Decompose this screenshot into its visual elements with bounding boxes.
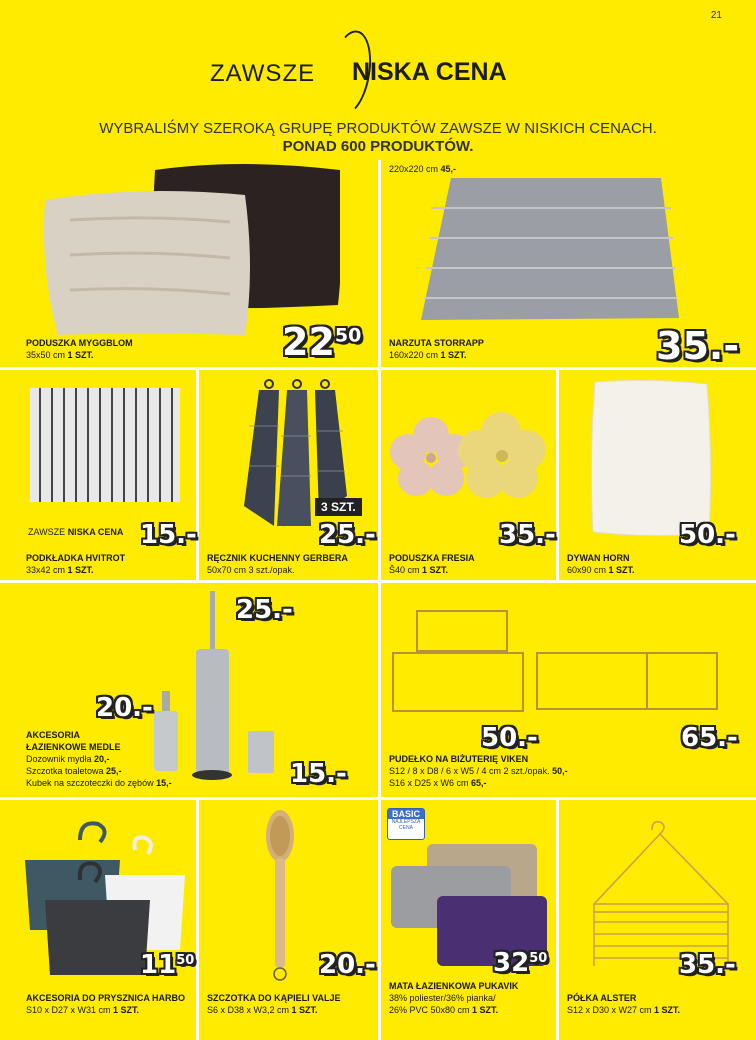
product-desc-line: S16 x D25 x W6 cm 65,- (389, 778, 487, 788)
product-desc-line: Szczotka toaletowa 25,- (26, 766, 122, 776)
price-label: $22^{50}$ (282, 320, 362, 364)
tagline-line2: PONAD 600 PRODUKTÓW. (282, 138, 474, 155)
product-name: AKCESORIA DO PRYSZNICA HARBO (26, 993, 186, 1003)
product-desc-line: S12 / 8 x D8 / 6 x W5 / 4 cm 2 szt./opak. 50,- (389, 766, 568, 776)
rug-image (589, 378, 714, 538)
product-desc-line: 26% PVC 50x80 cm 1 SZT. (389, 1005, 499, 1015)
product-name: DYWAN HORN (567, 553, 630, 563)
basic-badge-subtitle: NAJLEPSZA CENA (391, 819, 421, 831)
product-horn[interactable] (559, 370, 756, 580)
price-label: 35.- (499, 520, 556, 550)
product-medle[interactable] (0, 583, 378, 797)
tagline (0, 120, 756, 156)
price-label: 25.- (319, 520, 376, 550)
price-label: $11^{50}$ (140, 950, 195, 980)
product-desc: 60x90 cm 1 SZT. (567, 565, 635, 575)
price-label: 35.- (679, 950, 736, 980)
product-desc-line: Kubek na szczoteczki do zębów 15,- (26, 778, 172, 788)
flower-cushion-image (386, 410, 551, 500)
price-label: 20.- (319, 950, 376, 980)
product-desc: S10 x D27 x W31 cm 1 SZT. (26, 1005, 140, 1015)
product-size-note: 220x220 cm 45,- (389, 164, 457, 174)
price-label: 50.- (679, 520, 736, 550)
tagline-line1: WYBRALIŚMY SZEROKĄ GRUPĘ PRODUKTÓW ZAWSZE W NISKICH CENACH. (99, 120, 657, 137)
price-label-dispenser: 20.- (96, 693, 153, 723)
product-gerbera[interactable] (199, 370, 378, 580)
product-valje[interactable] (199, 800, 378, 1040)
product-name: PODUSZKA FRESIA (389, 553, 475, 563)
product-name-line1: AKCESORIA (26, 730, 81, 740)
product-name: NARZUTA STORRAPP (389, 338, 484, 348)
product-harbo[interactable] (0, 800, 196, 1040)
product-hvitrot[interactable] (0, 370, 196, 580)
product-desc: 35x50 cm 1 SZT. (26, 350, 94, 360)
placemat-image (30, 380, 180, 510)
bath-brush-image (254, 806, 314, 986)
product-desc-line: 38% poliester/36% pianka/ (389, 993, 496, 1003)
pack-badge: 3 SZT. (315, 498, 362, 516)
cushion-image (40, 160, 340, 335)
product-name: PUDEŁKO NA BIŻUTERIĘ VIKEN (389, 754, 529, 764)
logo-text-right: NISKA CENA (352, 58, 507, 86)
product-name: RĘCZNIK KUCHENNY GERBERA (207, 553, 348, 563)
price-label-brush: 25.- (236, 595, 293, 625)
product-name-line2: ŁAZIENKOWE MEDLE (26, 742, 121, 752)
product-name: MATA ŁAZIENKOWA PUKAVIK (389, 981, 519, 991)
product-desc: 160x220 cm 1 SZT. (389, 350, 467, 360)
mini-logo: ZAWSZE NISKA CENA (28, 527, 124, 537)
product-name: PÓŁKA ALSTER (567, 993, 637, 1003)
price-label-cup: 15.- (290, 759, 347, 789)
price-label: 35.- (656, 324, 740, 368)
product-myggblom[interactable] (0, 160, 378, 367)
product-desc: S12 x D30 x W27 cm 1 SZT. (567, 1005, 681, 1015)
product-desc: 33x42 cm 1 SZT. (26, 565, 94, 575)
logo-text-left: ZAWSZE (210, 60, 316, 87)
product-alster[interactable] (559, 800, 756, 1040)
page-number: 21 (710, 10, 722, 21)
product-name: PODKŁADKA HVITROT (26, 553, 126, 563)
product-name: SZCZOTKA DO KĄPIELI VALJE (207, 993, 341, 1003)
product-name: PODUSZKA MYGGBLOM (26, 338, 133, 348)
product-desc: Š40 cm 1 SZT. (389, 565, 449, 575)
product-viken[interactable] (381, 583, 756, 797)
product-pukavik[interactable] (381, 800, 556, 1040)
price-label-small-boxes: 50.- (481, 723, 538, 753)
jewelry-box-image (387, 603, 747, 713)
price-label-large-box: 65.- (681, 723, 738, 753)
bedspread-image (421, 178, 681, 328)
basic-badge-title: BASIC (388, 809, 424, 819)
price-label: 15.- (140, 520, 197, 550)
product-storrapp[interactable] (381, 160, 756, 367)
product-desc: 50x70 cm 3 szt./opak. (207, 565, 295, 575)
product-desc-line: Dozownik mydła 20,- (26, 754, 110, 764)
price-label: $32^{50}$ (493, 948, 548, 978)
product-fresia[interactable] (381, 370, 556, 580)
brand-logo (0, 30, 756, 110)
product-desc: S6 x D38 x W3,2 cm 1 SZT. (207, 1005, 318, 1015)
